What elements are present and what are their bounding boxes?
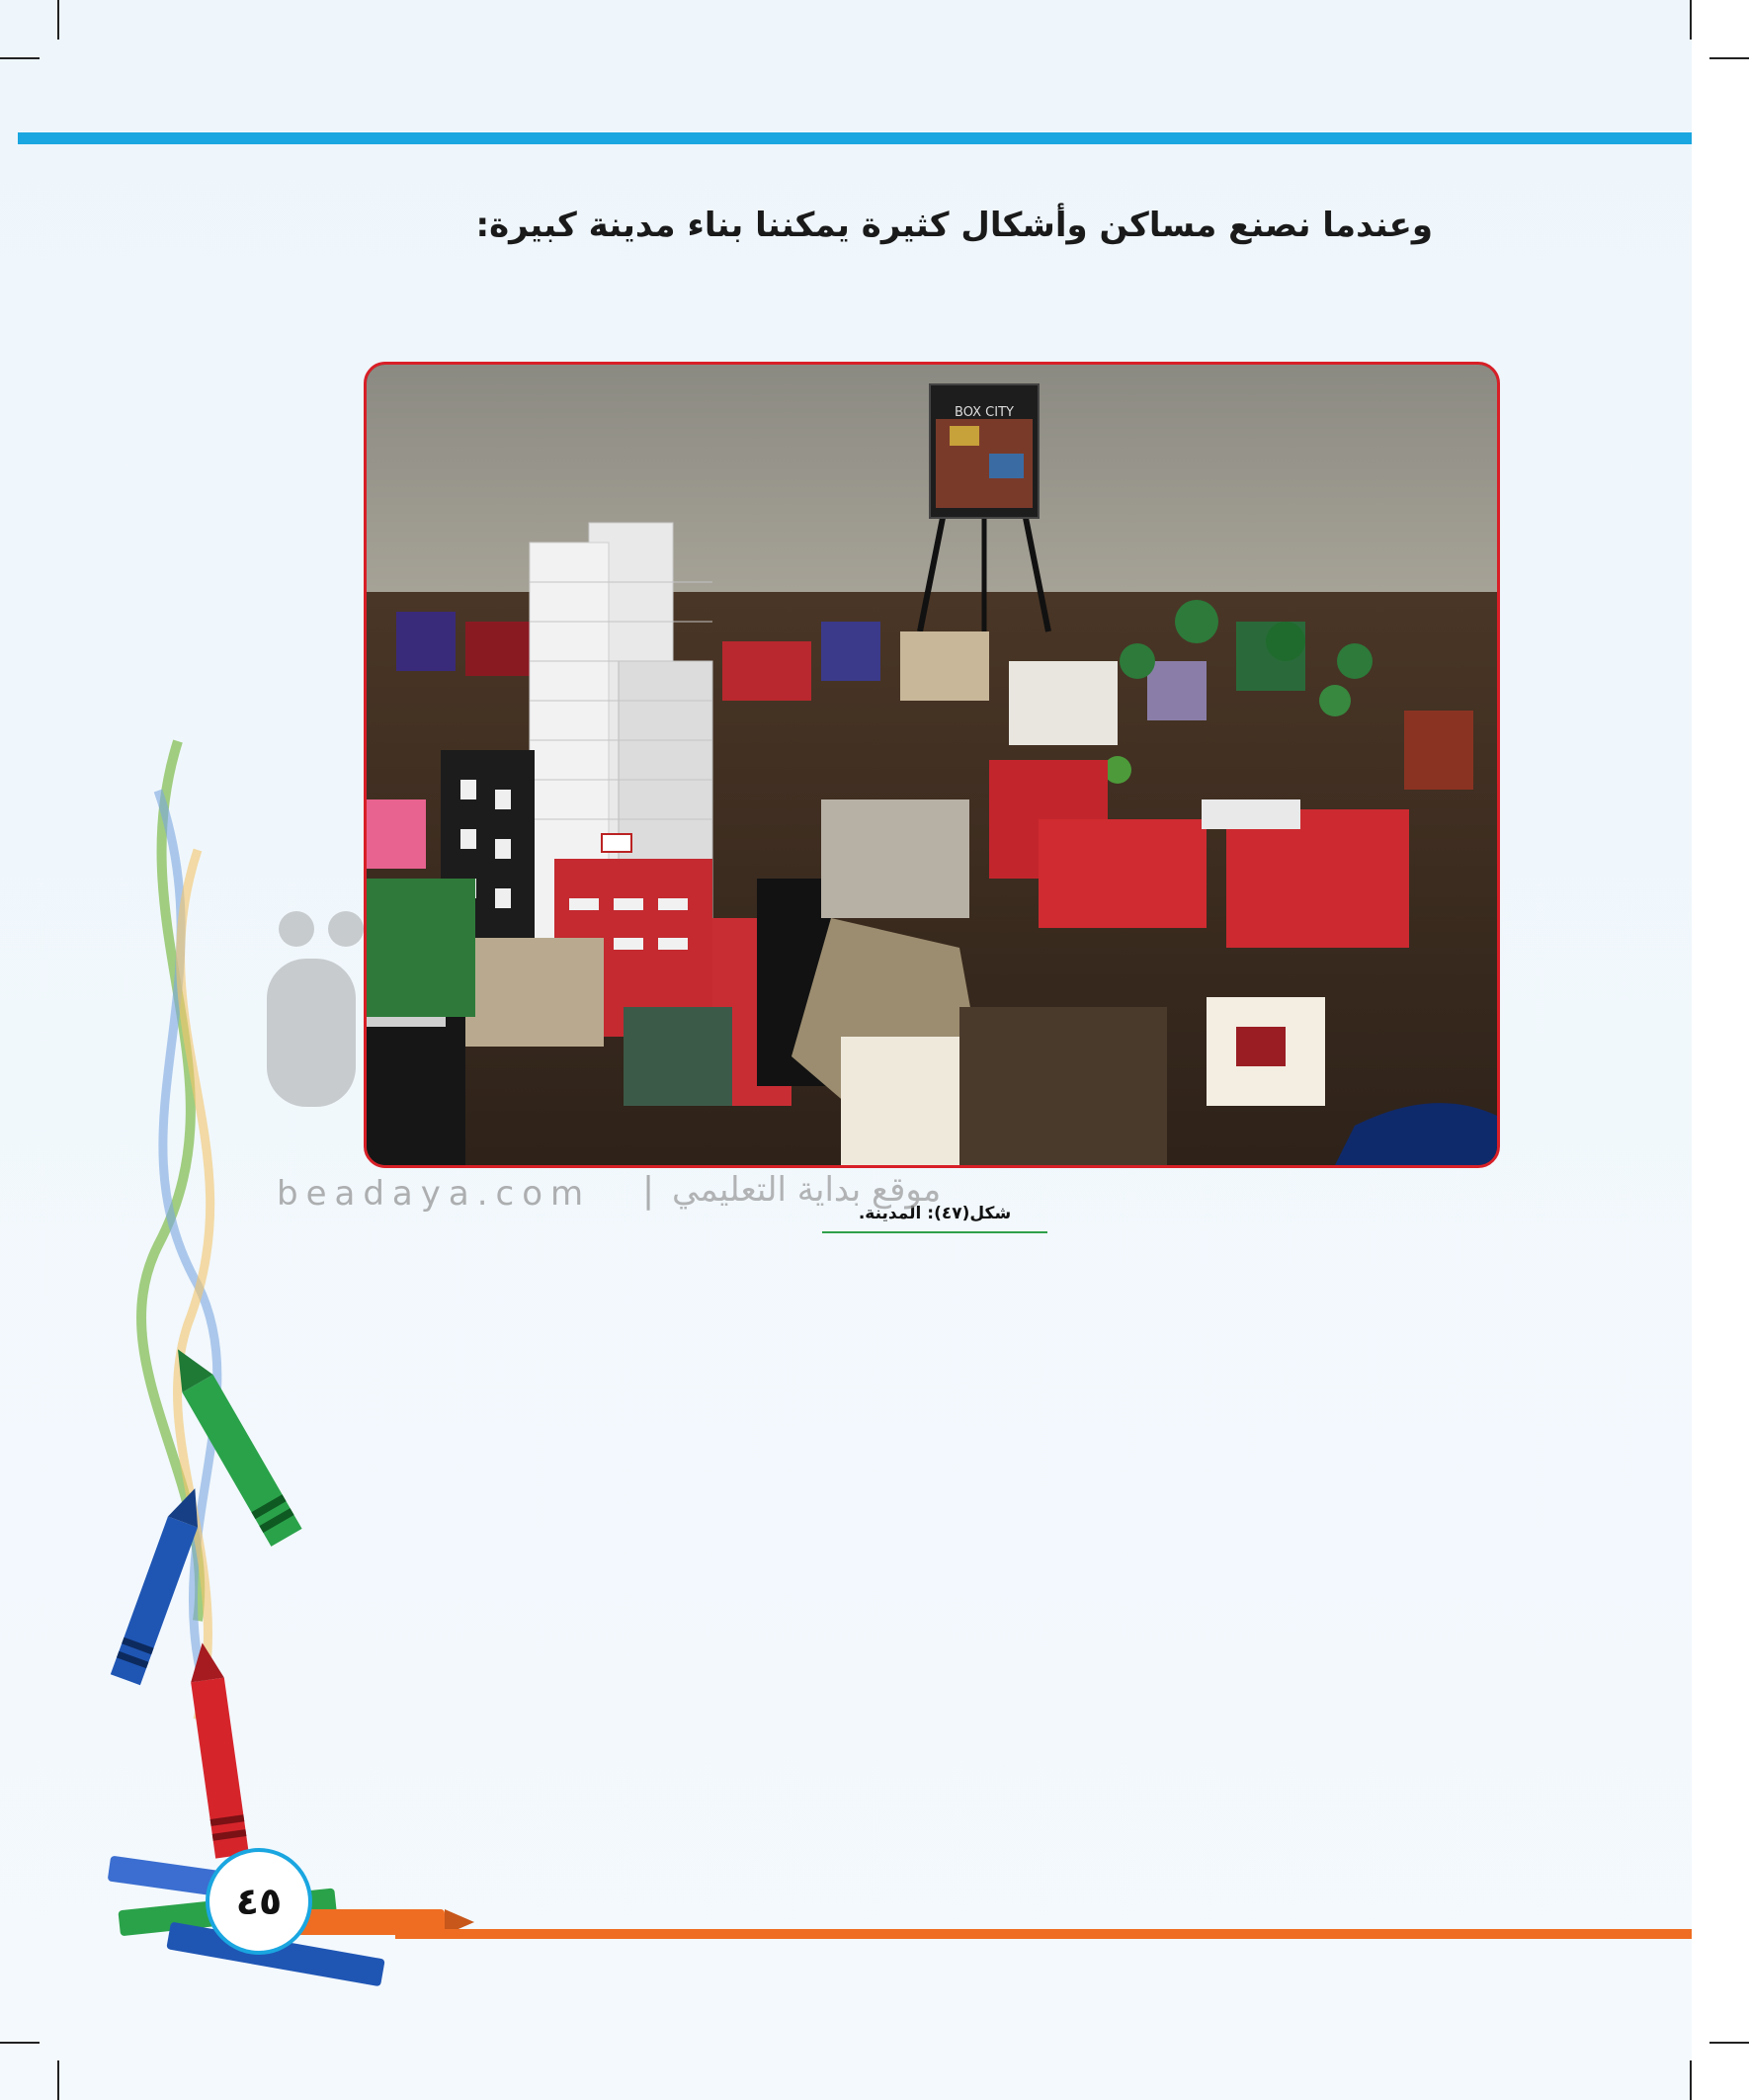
watermark-english: beadaya.com xyxy=(277,1174,592,1214)
crayons-decoration xyxy=(0,731,474,2016)
crop-mark xyxy=(0,2042,40,2044)
watermark-separator: | xyxy=(642,1170,655,1211)
crop-mark xyxy=(1709,57,1749,59)
crop-mark xyxy=(0,57,40,59)
crop-mark xyxy=(1690,0,1692,40)
watermark-arabic: موقع بداية التعليمي xyxy=(672,1170,942,1210)
top-rule xyxy=(18,132,1692,144)
city-model-photo xyxy=(364,362,1500,1168)
bottom-rule xyxy=(395,1929,1692,1939)
sign-text: BOX CITY xyxy=(955,405,1014,420)
page-number: ٤٥ xyxy=(206,1848,312,1955)
crop-mark xyxy=(57,2060,59,2100)
page-heading: وعندما نصنع مساكن وأشكال كثيرة يمكننا بناء مدينة كبيرة: xyxy=(475,206,1433,245)
crop-mark xyxy=(57,0,59,40)
crop-mark xyxy=(1709,2042,1749,2044)
red-crayon xyxy=(186,1640,249,1859)
crop-mark xyxy=(1690,2060,1692,2100)
city-model-illustration xyxy=(367,365,1497,1165)
figure-caption: شكل(٤٧): المدينة. xyxy=(822,1204,1047,1233)
